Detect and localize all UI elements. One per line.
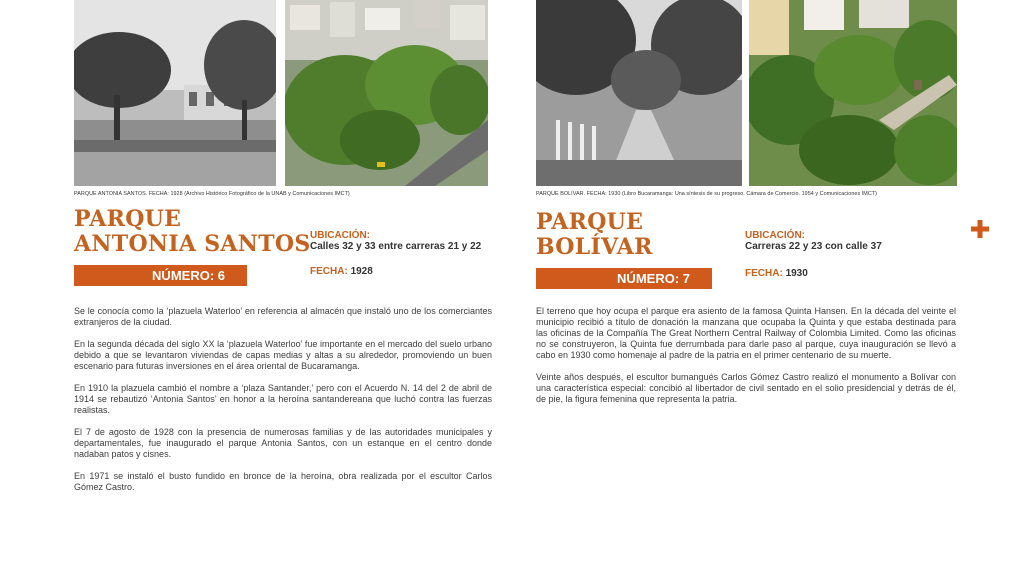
park-title-line2: BOLÍVAR <box>536 234 653 260</box>
park-card-antonia-santos <box>74 0 492 492</box>
park-title <box>536 210 653 260</box>
location-value: Calles 32 y 33 entre carreras 21 y 22 <box>310 241 482 252</box>
paragraph: El 7 de agosto de 1928 con la presencia de numerosas familias y de las autoridades municipales y departamentales, fue inaugurado el parque Antonia Santos, con un estanque en el centro donde nadaban patos y cisnes. <box>74 427 492 459</box>
historic-photo <box>74 0 276 186</box>
photo-row <box>536 0 956 186</box>
location-label: UBICACIÓN: <box>310 230 370 241</box>
paragraph: El terreno que hoy ocupa el parque era asiento de la famosa Quinta Hansen. En la década del veinte el municipio recibió a título de donación la manzana que ocupaba la Quinta y que estaba destinada para las oficinas de la Compañía The Great Northern Central Railway of Colombia Limited. Como las oficinas no se construyeron, la Quinta fue derrumbada para darle paso al parque, cuya inauguración se llevó a cabo en 1930 como homenaje al padre de la patria en el primer centenario de su muerte. <box>536 306 956 360</box>
location-block <box>310 230 481 252</box>
park-title-line2: ANTONIA SANTOS <box>74 231 311 257</box>
park-description <box>74 306 492 504</box>
date-label: FECHA: <box>745 268 783 279</box>
park-number-badge: NÚMERO: 7 <box>536 268 712 289</box>
date-block <box>310 266 373 277</box>
park-title-line1: PARQUE <box>536 209 644 235</box>
date-block <box>745 268 808 279</box>
paragraph: En 1971 se instaló el busto fundido en bronce de la heroína, obra realizada por el escultor Carlos Gómez Castro. <box>74 471 492 492</box>
photo-caption: PARQUE BOLÍVAR. FECHA: 1930 (Libro Bucaramanga: Una síntesis de su progreso. Cámara de Comercio. 1954 y Comunicaciones IMCT) <box>536 191 877 197</box>
aerial-photo <box>285 0 488 186</box>
park-card-bolivar <box>536 0 956 404</box>
photo-row <box>74 0 492 186</box>
park-description <box>536 306 956 416</box>
aerial-photo <box>749 0 957 186</box>
park-number-badge: NÚMERO: 6 <box>74 265 247 286</box>
location-label: UBICACIÓN: <box>745 230 805 241</box>
park-title-line1: PARQUE <box>74 206 182 232</box>
date-label: FECHA: <box>310 266 348 277</box>
paragraph: Se le conocía como la ‘plazuela Waterloo’ en referencia al almacén que instaló uno de los comerciantes extranjeros de la ciudad. <box>74 306 492 327</box>
park-title <box>74 207 311 257</box>
location-block <box>745 230 882 252</box>
location-value: Carreras 22 y 23 con calle 37 <box>745 241 882 252</box>
plus-icon[interactable] <box>970 219 990 239</box>
photo-caption: PARQUE ANTONIA SANTOS. FECHA: 1928 (Archivo Histórico Fotográfico de la UNAB y Comunicaciones IMCT) <box>74 191 350 197</box>
paragraph: En 1910 la plazuela cambió el nombre a ‘plaza Santander,’ pero con el Acuerdo N. 14 del 2 de abril de 1914 se rebautizó ‘Antonia Santos’ en honor a la heroína santandereana que luchó contra las fuerzas realistas. <box>74 383 492 415</box>
date-value: 1930 <box>785 268 808 279</box>
paragraph: En la segunda década del siglo XX la ‘plazuela Waterloo’ fue importante en el mercado del suelo urbano debido a que se levantaron viviendas de capas medias y altas a su alrededor, promoviendo un buen escenario para futuras inversiones en el área oriental de Bucaramanga. <box>74 339 492 371</box>
paragraph: Veinte años después, el escultor bumangués Carlos Gómez Castro realizó el monumento a Bolívar con una característica especial: concibió al libertador de civil sentado en el solio presidencial y detrás de él, de pie, la figura femenina que representa la patria. <box>536 372 956 404</box>
date-value: 1928 <box>350 266 373 277</box>
historic-photo <box>536 0 742 186</box>
